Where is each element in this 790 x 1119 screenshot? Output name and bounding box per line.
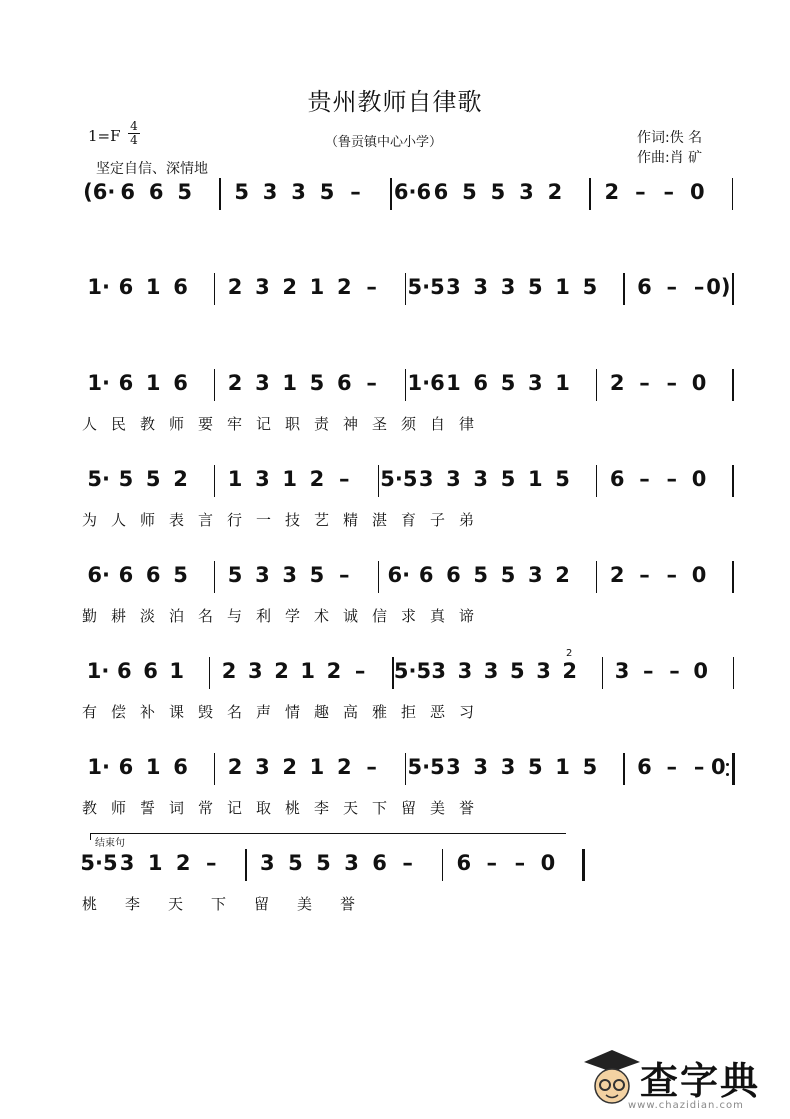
lyrics-line-4: 有偿补课毁名声情趣高雅拒恶习 [82,703,489,721]
note: 3 [255,467,270,491]
note: 3 [519,180,534,204]
note: 2 [336,275,352,299]
bar-line [214,273,216,305]
note: 2 [609,563,625,587]
note: 1 [446,371,461,395]
note: 2 [309,467,325,491]
note: 6 [456,851,472,875]
dash: – [666,563,678,587]
bar-line [732,178,734,210]
note: 5 [555,467,570,491]
bar-line [442,849,444,881]
note: 5 [145,467,161,491]
dash: – [639,563,650,587]
bar-line [214,561,216,593]
key-signature: 1=F [88,127,121,145]
note: (6· [83,180,116,204]
dash: – [339,563,350,587]
ending-label: 结束句 [95,838,125,849]
note: 3 [282,563,297,587]
note: 0 [691,467,707,491]
bar-line [732,369,734,401]
note: 6 [145,563,161,587]
dash: – [693,755,705,779]
note: 2 [221,659,237,683]
note: 5 [582,755,598,779]
note: 3 [119,851,135,875]
note: 6 [418,563,434,587]
note: 2 [173,467,188,491]
dash: – [643,659,654,683]
bar-line [732,273,734,305]
note: 6 [637,755,652,779]
time-signature [128,120,140,147]
note: 5 [227,563,243,587]
note: 2 [326,659,342,683]
note: 2 [227,371,243,395]
note: 5 [309,371,325,395]
note: 5 [500,467,516,491]
note: 1 [555,755,570,779]
note: 3 [260,851,275,875]
ending-bracket [90,833,566,840]
note: 5 [288,851,303,875]
note: 3 [614,659,630,683]
note: 2 [227,755,243,779]
tempo-marking: 坚定自信、深情地 [96,161,208,177]
lyricist: 作词:佚 名 [637,130,703,146]
note: 6 [118,275,134,299]
dash: – [635,180,646,204]
note: 6 [118,371,134,395]
note: 6 [120,180,136,204]
note: 2 [604,180,620,204]
note: 3 [536,659,551,683]
dash: – [693,275,705,299]
note: 3 [255,755,270,779]
note: 0 [689,180,705,204]
bar-line [596,369,598,401]
note: 1· [86,659,110,683]
note: 1 [528,467,543,491]
note: 0) [706,275,731,299]
page-title: 贵州教师自律歌 [307,88,483,116]
bar-line [214,753,216,785]
note: 6 [473,371,489,395]
dash: – [639,371,650,395]
note: 5 [173,563,188,587]
bar-line [405,273,407,305]
note: 5 [309,563,325,587]
dash: – [666,371,678,395]
note: 1 [145,275,161,299]
note: 3 [262,180,278,204]
bar-line [390,178,392,210]
note: 5 [316,851,331,875]
dash: – [666,755,678,779]
note: 5 [490,180,506,204]
note: 5·5 [393,659,432,683]
note: 3 [446,467,461,491]
note: 6 [118,755,134,779]
note: 5 [234,180,249,204]
note: 1·6 [407,371,445,395]
note: 3 [247,659,263,683]
note: 1 [555,275,570,299]
dash: – [366,371,377,395]
meter-bottom: 4 [128,133,140,147]
brand-logo-text: 查字典 [640,1059,761,1103]
note: 3 [344,851,359,875]
note: 1 [169,659,184,683]
note: 6 [372,851,387,875]
note: 5 [582,275,598,299]
note: 6 [173,275,188,299]
note: 5 [528,275,543,299]
note: 3 [483,659,499,683]
meter-top: 4 [130,119,138,133]
note: 2 [562,659,577,683]
note: 1 [145,755,161,779]
note: 5 [177,180,192,204]
note: 1 [282,371,297,395]
composer: 作曲:肖 矿 [637,150,703,166]
note: 3 [528,371,543,395]
score-line-4 [85,467,740,503]
score-line-1 [85,180,740,216]
bar-line [214,369,216,401]
lyrics-line-1: 人民教师要牢记职责神圣须自律 [82,415,489,433]
bar-line [378,561,380,593]
bar-line [732,465,734,497]
note: 3 [255,371,270,395]
note: 0 [711,755,726,779]
note: 6 [173,755,188,779]
bar-line [596,561,598,593]
note: 5·5 [80,851,118,875]
dash: – [366,755,377,779]
note: 5 [500,371,516,395]
note: 1 [227,467,243,491]
note: 3 [457,659,473,683]
note: 1 [300,659,315,683]
score-line-2 [85,275,740,311]
dash: – [350,180,361,204]
dash: – [354,659,366,683]
score-line-5 [85,563,740,599]
note: 5 [118,467,134,491]
lyrics-line-6: 桃李天下留美誉 [82,895,384,913]
note: 6 [143,659,158,683]
note: 0 [540,851,556,875]
note: 2 [282,755,297,779]
note: 3 [255,275,270,299]
note: 3 [255,563,270,587]
note: 2 [336,755,352,779]
bar-line [623,273,625,305]
note: 1· [87,275,110,299]
brand-url: www.chazidian.com [628,1100,744,1111]
note: 5 [473,563,489,587]
bar-line [596,465,598,497]
note: 3 [291,180,306,204]
dash: – [206,851,217,875]
note: 6 [148,180,164,204]
note: 5·5 [407,275,445,299]
subtitle: （鲁贡镇中心小学） [325,135,443,150]
note: 2 [555,563,570,587]
bar-line [245,849,247,881]
note: 3 [418,467,434,491]
note: 3 [500,275,516,299]
note: 6 [446,563,461,587]
note: 3 [473,755,489,779]
note: 6· [387,563,411,587]
note: 1 [147,851,163,875]
note: 5 [462,180,477,204]
dash: – [639,467,650,491]
dash: – [666,467,678,491]
note: 1· [87,371,110,395]
note: 2 [547,180,563,204]
bar-line [214,465,216,497]
bar-line [219,178,221,210]
note: 0 [691,371,707,395]
note: 1 [555,371,570,395]
note: 1 [309,755,325,779]
bar-line [623,753,625,785]
note: 2 [274,659,289,683]
dash: – [366,275,377,299]
bar-line [732,753,735,785]
bar-line [733,657,735,689]
note: 6 [118,563,134,587]
note: 3 [473,467,489,491]
note: 3 [500,755,516,779]
note: 6 [173,371,188,395]
repeat-dot [726,773,729,776]
note: 6· [87,563,110,587]
note: 0 [693,659,708,683]
dash: – [339,467,350,491]
note: 5·5 [407,755,445,779]
note: 5 [528,755,543,779]
note: 6 [336,371,352,395]
bar-line [732,561,734,593]
score-line-8 [80,851,590,887]
bar-line [209,657,211,689]
score-line-7 [85,755,740,791]
dash: – [402,851,413,875]
note: 3 [446,755,461,779]
volta-label: 2 [566,648,573,659]
note: 5 [319,180,335,204]
bar-line [582,849,585,881]
bar-line [602,657,604,689]
note: 2 [282,275,297,299]
note: 5 [509,659,525,683]
note: 6 [609,467,625,491]
bar-line [589,178,591,210]
dash: – [666,275,678,299]
note: 3 [431,659,446,683]
dash: – [514,851,526,875]
note: 6 [116,659,132,683]
note: 6 [433,180,449,204]
note: 1 [309,275,325,299]
note: 3 [473,275,489,299]
note: 6·6 [393,180,432,204]
lyrics-line-2: 为人师表言行一技艺精湛育子弟 [82,511,489,529]
note: 3 [528,563,543,587]
note: 1 [282,467,297,491]
dash: – [663,180,675,204]
bar-line [405,753,407,785]
note: 5· [87,467,110,491]
note: 0 [691,563,707,587]
note: 6 [637,275,652,299]
note: 2 [175,851,191,875]
note: 3 [446,275,461,299]
note: 5·5 [380,467,418,491]
note: 1 [145,371,161,395]
bar-line [378,465,380,497]
note: 1· [87,755,110,779]
score-line-6 [85,659,740,695]
lyrics-line-5: 教师誓词常记取桃李天下留美誉 [82,799,489,817]
note: 2 [609,371,625,395]
dash: – [486,851,498,875]
lyrics-line-3: 勤耕淡泊名与利学术诚信求真谛 [82,607,489,625]
dash: – [669,659,680,683]
note: 2 [227,275,243,299]
repeat-dot [726,763,729,766]
note: 5 [500,563,516,587]
score-line-3 [85,371,740,407]
bar-line [405,369,407,401]
